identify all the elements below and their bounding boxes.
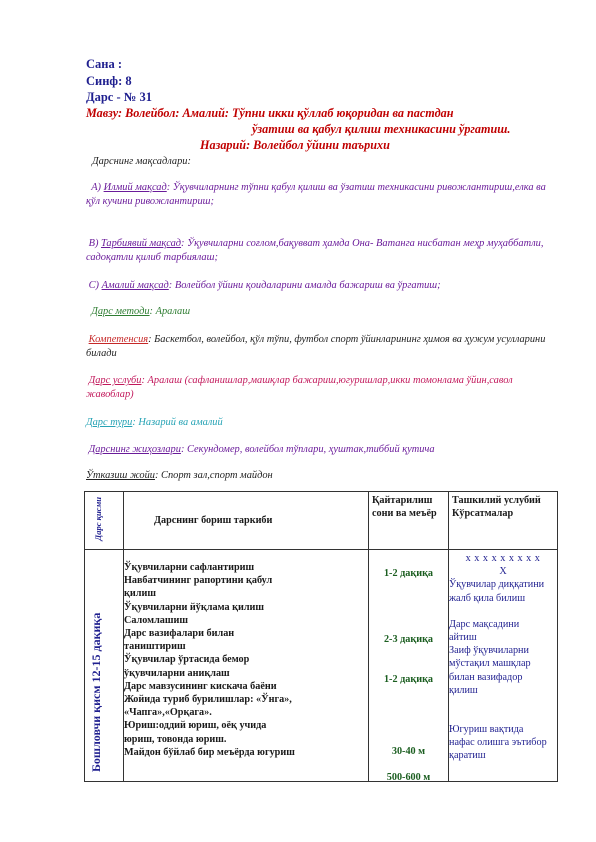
- norm-3: 1-2 дақиқа: [383, 674, 434, 685]
- method-cell: [449, 550, 558, 782]
- competence-label: Компетенсия: [88, 334, 149, 345]
- table-header-row: [85, 492, 558, 550]
- content-line-9: ўқувчиларни аниқлаш: [124, 667, 230, 679]
- header-method: Ташкилий услубий Кўрсатмалар: [452, 495, 541, 519]
- topic-theory: Назарий: Волейбол ўйини таърихи: [200, 138, 390, 152]
- header-norm-cell: [369, 492, 449, 550]
- norm-2: 2-3 дақиқа: [383, 634, 434, 645]
- note-2: жалб қила билиш: [449, 592, 526, 604]
- goal-a-prefix: А): [91, 182, 104, 193]
- lesson-style: [86, 374, 546, 402]
- content-line-14: юриш, товонда юриш.: [124, 733, 227, 745]
- goal-c: [86, 279, 546, 293]
- norm-1: 1-2 дақиқа: [383, 568, 434, 579]
- note-9: Югуриш вақтида: [449, 724, 524, 736]
- method-label: Дарс методи: [91, 306, 150, 317]
- style-label: Дарс услуби: [88, 375, 142, 386]
- section-label: Бошловчи қисм 12-15 дақиқа: [89, 612, 103, 772]
- goal-c-text: : Волейбол ўйини қоидаларини амалда бажариш ва ўргатиш;: [168, 280, 441, 291]
- content-line-11: Жойида туриб бурилишлар: «Ўнга»,: [124, 694, 292, 706]
- content-line-6: Дарс вазифалари билан: [124, 628, 235, 640]
- goal-b-text: : Ўқувчиларни соғлом,бақувват ҳамда Она- Ватанга нисбатан меҳр муҳаббатли, садоқатли қилиб тарбиялаш;: [86, 238, 544, 263]
- content-line-1: Ўқувчиларни сафлантириш: [124, 562, 255, 573]
- competence-text: : Баскетбол, волейбол, қўл тўпи, футбол спорт ўйинларининг ҳимоя ва ҳужум усулларини билади: [86, 334, 546, 359]
- note-4: айтиш: [449, 632, 477, 644]
- content-line-3: қилиш: [124, 588, 156, 600]
- table-row: [85, 550, 558, 782]
- goal-c-label: Амалий мақсад: [101, 280, 169, 291]
- content-line-2: Навбатчининг рапортини қабул: [124, 575, 273, 587]
- note-10: нафас олишга эътибор: [449, 737, 547, 749]
- topic-line-1: Мавзу: Волейбол: Амалий: Тўпни икки қўллаб юқоридан ва пастдан: [86, 106, 454, 120]
- goal-b-label: Тарбиявий мақсад: [101, 238, 182, 249]
- content-cell: [124, 550, 369, 782]
- competence: [86, 333, 546, 361]
- header-content-cell: [124, 492, 369, 550]
- goal-c-prefix: С): [88, 280, 102, 291]
- note-8: қилиш: [449, 684, 478, 696]
- equipment-label: Дарснинг жиҳозлари: [88, 444, 181, 455]
- goals-title: Дарснинг мақсадлари:: [92, 156, 191, 167]
- note-1: Ўқувчилар диққатини: [449, 579, 545, 591]
- norm-5: 500-600 м: [386, 772, 431, 783]
- content-line-12: «Чапга»,«Орқага».: [124, 707, 212, 719]
- goal-b-prefix: В): [88, 238, 102, 249]
- type-label: Дарс тури: [86, 417, 133, 428]
- note-7: билан вазифадор: [449, 671, 523, 683]
- venue-label: Ўтказиш жойи: [86, 470, 155, 481]
- date-label: Сана :: [86, 57, 123, 71]
- lesson-plan-table: [84, 491, 558, 782]
- content-line-15: Майдон бўйлаб бир меъёрда югуриш: [124, 746, 295, 758]
- lesson-method: [86, 306, 190, 317]
- lesson-equipment: [86, 444, 435, 455]
- content-line-13: Юриш:оддий юриш, оёқ учида: [124, 720, 267, 732]
- note-5: Заиф ўқувчиларни: [449, 645, 529, 657]
- header-method-cell: [449, 492, 558, 550]
- formation-row: х х х х х х х х х: [465, 553, 541, 564]
- content-line-10: Дарс мавзусининг киcкача баёни: [124, 680, 277, 692]
- note-11: қаратиш: [449, 750, 486, 762]
- equipment-text: : Секундомер, волейбол тўплари, ҳуштак,тиббий қутича: [180, 444, 435, 455]
- goal-b: [86, 237, 546, 265]
- header-part: Дарс қисми: [93, 497, 103, 541]
- grade-label: Синф: 8: [86, 74, 132, 88]
- topic-line-2: ўзатиш ва қабул қилиш техникасини ўргатиш.: [252, 122, 511, 136]
- formation-leader: Х: [499, 566, 507, 578]
- content-line-7: таништириш: [124, 641, 186, 653]
- content-line-8: Ўқувчилар ўртасида бемор: [124, 654, 250, 666]
- goal-a-label: Илмий мақсад: [103, 182, 167, 193]
- lesson-venue: [86, 470, 273, 481]
- lesson-type: [86, 417, 223, 428]
- content-line-5: Саломлашиш: [124, 614, 188, 626]
- norm-4: 30-40 м: [391, 746, 426, 757]
- norm-cell: [369, 550, 449, 782]
- goal-a-text: : Ўқувчиларнинг тўпни қабул қилиш ва ўзатиш техникасини ривожлантириш,елка ва қўл кучини ривожлантириш;: [86, 182, 546, 207]
- goal-a: [86, 181, 546, 209]
- section-cell: [85, 550, 124, 782]
- venue-text: : Спорт зал,спорт майдон: [154, 470, 273, 481]
- content-line-4: Ўқувчиларни йўқлама қилиш: [124, 601, 265, 613]
- lesson-number: Дарс - № 31: [86, 90, 152, 104]
- note-6: мўстақил машқлар: [449, 658, 531, 670]
- header-part-cell: [85, 492, 124, 550]
- method-text: : Аралаш: [149, 306, 191, 317]
- style-text: : Аралаш (сафланишлар,машқлар бажариш,югуришлар,икки томонлама ўйин,савол жавоблар): [86, 375, 513, 400]
- header-norm: Қайтарилиш сони ва меъёр: [372, 495, 437, 519]
- note-3: Дарс мақсадини: [449, 618, 520, 630]
- header-content: Дарснинг бориш таркиби: [154, 515, 273, 526]
- type-text: : Назарий ва амалий: [132, 417, 223, 428]
